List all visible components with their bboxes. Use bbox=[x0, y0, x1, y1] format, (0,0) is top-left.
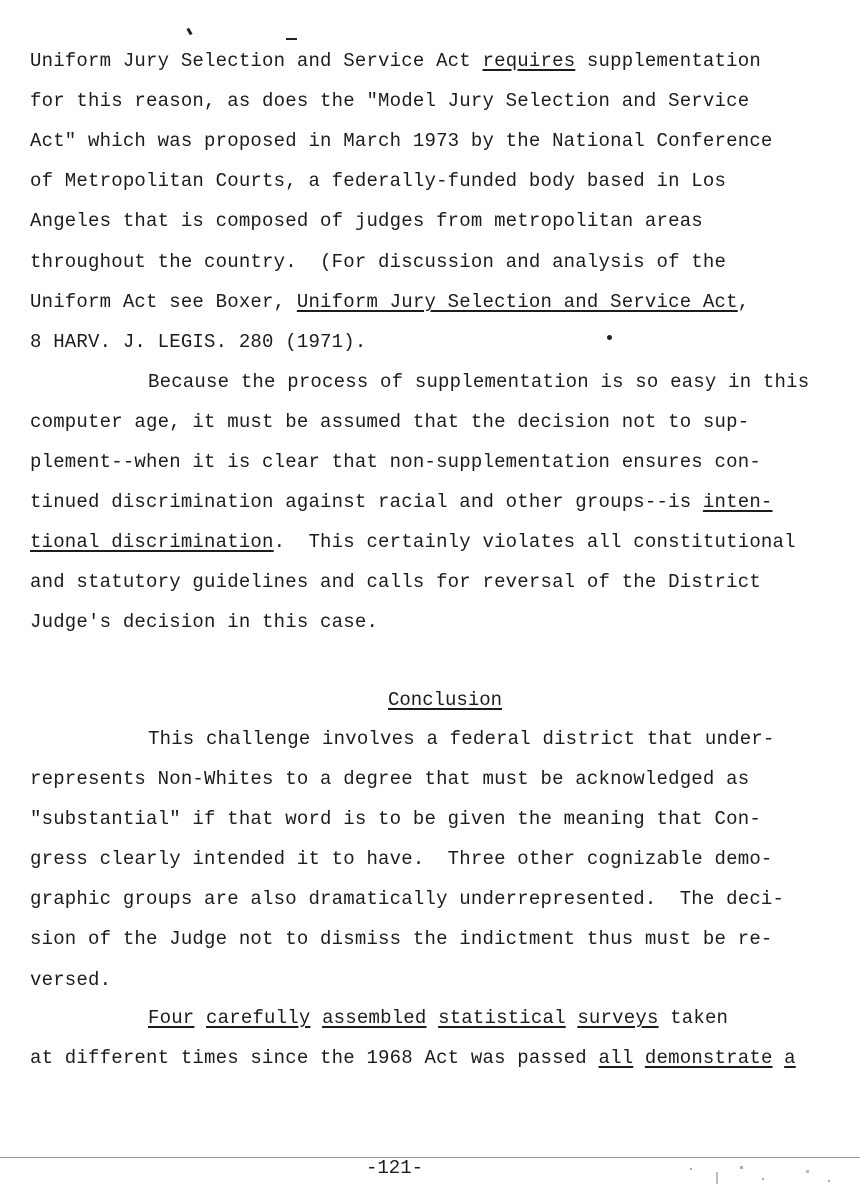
paragraph-1-line-5: Angeles that is composed of judges from metropolitan areas bbox=[30, 210, 703, 232]
paragraph-1-line-7: Uniform Act see Boxer, Uniform Jury Selection and Service Act, bbox=[30, 291, 750, 313]
scan-noise bbox=[740, 1166, 743, 1169]
paragraph-3-line-3: "substantial" if that word is to be given the meaning that Con- bbox=[30, 808, 761, 830]
paragraph-1-line-3: Act" which was proposed in March 1973 by the National Conference bbox=[30, 130, 773, 152]
paragraph-1-line-1: Uniform Jury Selection and Service Act requires supplementation bbox=[30, 50, 761, 72]
stray-mark bbox=[286, 38, 297, 40]
paragraph-3-line-5: graphic groups are also dramatically underrepresented. The deci- bbox=[30, 888, 785, 910]
paragraph-2-line-3: plement--when it is clear that non-supplementation ensures con- bbox=[30, 451, 761, 473]
footer-rule bbox=[0, 1157, 860, 1158]
scan-noise bbox=[762, 1178, 764, 1180]
scan-noise bbox=[828, 1180, 830, 1182]
stray-dot bbox=[607, 335, 612, 340]
paragraph-4-line-1: Four carefully assembled statistical surveys taken bbox=[148, 1007, 729, 1029]
paragraph-3-line-6: sion of the Judge not to dismiss the indictment thus must be re- bbox=[30, 928, 773, 950]
paragraph-3-line-1: This challenge involves a federal district that under- bbox=[148, 728, 775, 750]
paragraph-1-line-6: throughout the country. (For discussion and analysis of the bbox=[30, 251, 727, 273]
paragraph-3-line-7: versed. bbox=[30, 969, 112, 991]
paragraph-1-line-8: 8 HARV. J. LEGIS. 280 (1971). bbox=[30, 331, 367, 353]
stray-mark bbox=[186, 28, 192, 36]
paragraph-2-line-5: tional discrimination. This certainly violates all constitutional bbox=[30, 531, 796, 553]
paragraph-3-line-2: represents Non-Whites to a degree that must be acknowledged as bbox=[30, 768, 750, 790]
paragraph-1-line-4: of Metropolitan Courts, a federally-funded body based in Los bbox=[30, 170, 727, 192]
paragraph-2-line-4: tinued discrimination against racial and other groups--is inten- bbox=[30, 491, 773, 513]
paragraph-2-line-6: and statutory guidelines and calls for reversal of the District bbox=[30, 571, 761, 593]
paragraph-2-line-1: Because the process of supplementation is so easy in this bbox=[148, 371, 810, 393]
paragraph-2-line-7: Judge's decision in this case. bbox=[30, 611, 379, 633]
scan-noise bbox=[716, 1172, 718, 1184]
paragraph-3-line-4: gress clearly intended it to have. Three other cognizable demo- bbox=[30, 848, 773, 870]
paragraph-4-line-2: at different times since the 1968 Act was passed all demonstrate a bbox=[30, 1047, 796, 1069]
paragraph-2-line-2: computer age, it must be assumed that the decision not to sup- bbox=[30, 411, 750, 433]
scan-noise bbox=[690, 1168, 692, 1170]
page-number: -121- bbox=[366, 1157, 424, 1179]
scan-noise bbox=[806, 1170, 809, 1173]
conclusion-heading: Conclusion bbox=[388, 689, 503, 711]
paragraph-1-line-2: for this reason, as does the "Model Jury Selection and Service bbox=[30, 90, 750, 112]
